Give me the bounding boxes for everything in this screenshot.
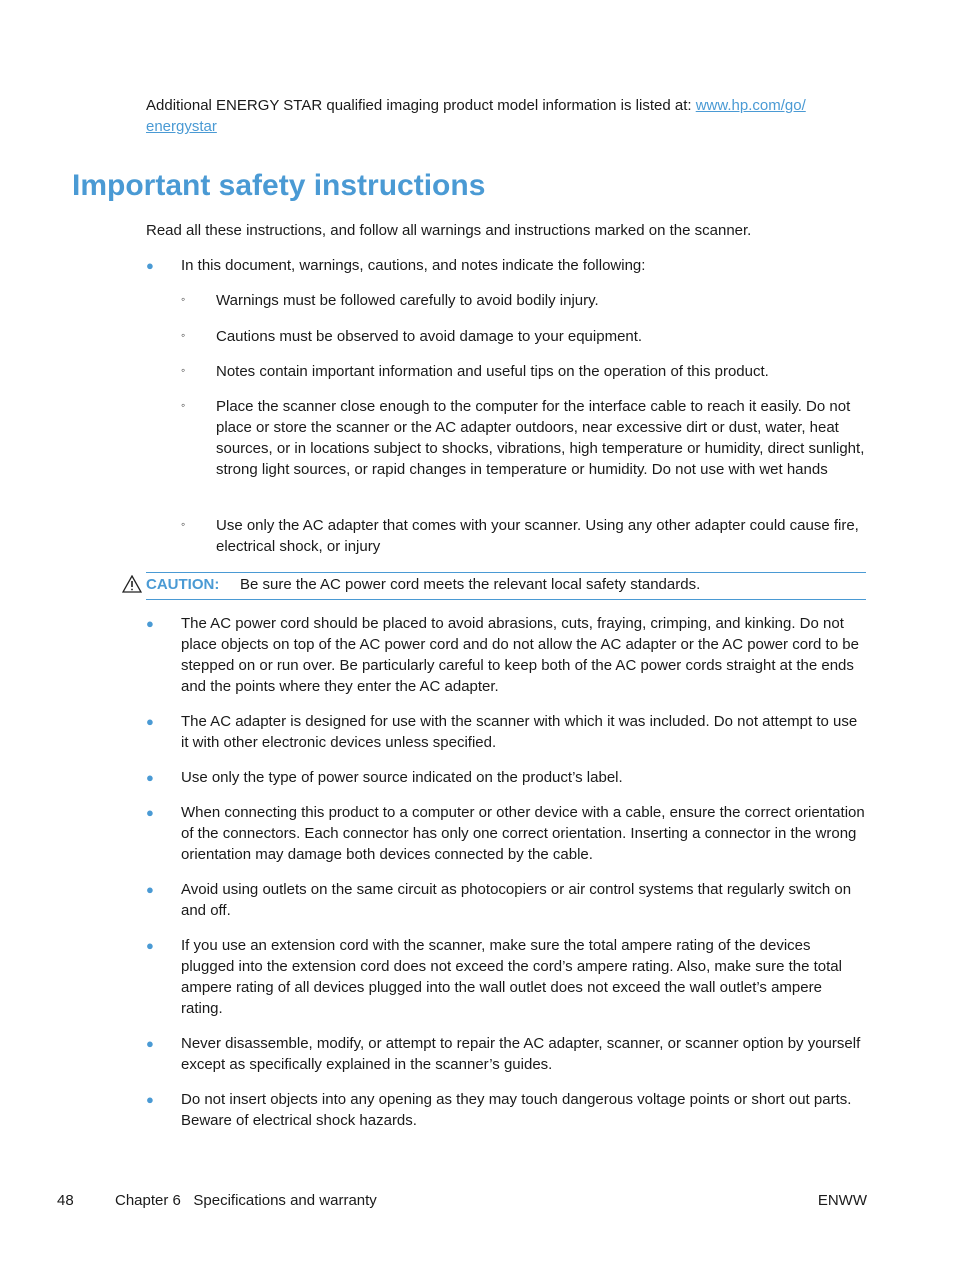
list-item-text: Never disassemble, modify, or attempt to repair the AC adapter, scanner, or scanner option by yourself except as specifically explained in the scanner’s guides. — [181, 1035, 861, 1073]
bullet-icon: ● — [146, 258, 154, 273]
bullet-icon: ● — [146, 1036, 154, 1051]
intro-paragraph — [146, 95, 866, 137]
energystar-link[interactable]: www.hp.com/go/ energystar — [146, 97, 806, 135]
caution-text: Be sure the AC power cord meets the relevant local safety standards. — [240, 576, 701, 593]
warning-triangle-icon — [122, 575, 142, 593]
sub-bullet-icon: ◦ — [181, 328, 186, 342]
intro-text: Additional ENERGY STAR qualified imaging product model information is listed at: — [146, 97, 696, 114]
list-item-text: When connecting this product to a computer or other device with a cable, ensure the correct orientation of the connectors. Each connector has only one correct orientation. Inserting a connector in the wrong orientation may damage both devices connected by the cable. — [181, 804, 865, 863]
chapter-title: Chapter 6 Specifications and warranty — [115, 1192, 377, 1209]
list-item-text: Avoid using outlets on the same circuit as photocopiers or air control systems that regularly switch on and off. — [181, 881, 852, 919]
sub-list-item-text: Cautions must be observed to avoid damage to your equipment. — [216, 328, 643, 345]
list-item — [146, 711, 866, 753]
list-item-text: The AC adapter is designed for use with the scanner with which it was included. Do not attempt to use it with other electronic devices unless specified. — [181, 713, 858, 751]
bullet-icon: ● — [146, 1092, 154, 1107]
list-item-text: If you use an extension cord with the scanner, make sure the total ampere rating of the devices plugged into the extension cord does not exceed the cord’s ampere rating. Also, make sure the total ampere rating of all devices plugged into the wall outlet does not exceed the wall outlet’s ampere rating. — [181, 937, 842, 1017]
sub-list-item-text: Use only the AC adapter that comes with your scanner. Using any other adapter could cause fire, electrical shock, or injury — [216, 517, 859, 555]
bullet-icon: ● — [146, 770, 154, 785]
list-item — [146, 1089, 866, 1131]
sub-list-item — [181, 326, 866, 347]
sub-bullet-icon: ◦ — [181, 363, 186, 377]
list-item-text: Do not insert objects into any opening as they may touch dangerous voltage points or short out parts. Beware of electrical shock hazards. — [181, 1091, 852, 1129]
list-item — [146, 767, 866, 788]
lead-paragraph: Read all these instructions, and follow all warnings and instructions marked on the scanner. — [146, 222, 752, 239]
list-item-text: The AC power cord should be placed to avoid abrasions, cuts, fraying, crimping, and kinking. Do not place objects on top of the AC power cord and do not allow the AC adapter or the AC power cord to be stepped on or run over. Be particularly careful to keep both of the AC power cords straight at the ends and the points where they enter the AC adapter. — [181, 615, 859, 695]
bullet-icon: ● — [146, 805, 154, 820]
list-item — [146, 879, 866, 921]
list-item — [146, 255, 866, 276]
sub-bullet-icon: ◦ — [181, 517, 186, 531]
caution-label: CAUTION: — [146, 576, 220, 593]
sub-list-item-text: Notes contain important information and useful tips on the operation of this product. — [216, 363, 769, 380]
list-item — [146, 802, 866, 865]
sub-list-item — [181, 361, 866, 382]
sub-bullet-icon: ◦ — [181, 292, 186, 306]
sub-list-item-text: Warnings must be followed carefully to avoid bodily injury. — [216, 292, 599, 309]
footer-locale: ENWW — [817, 1192, 867, 1209]
bullet-icon: ● — [146, 882, 154, 897]
bullet-icon: ● — [146, 616, 154, 631]
sub-bullet-icon: ◦ — [181, 398, 186, 412]
list-item — [146, 1033, 866, 1075]
page-number: 48 — [57, 1192, 74, 1209]
list-item-text: In this document, warnings, cautions, and notes indicate the following: — [181, 257, 646, 274]
sub-list-item — [181, 515, 866, 557]
sub-list-item — [181, 396, 866, 480]
bullet-icon: ● — [146, 714, 154, 729]
caution-note — [146, 572, 866, 600]
bullet-icon: ● — [146, 938, 154, 953]
list-item — [146, 935, 866, 1019]
page-title: Important safety instructions — [72, 169, 486, 202]
sub-list-item-text: Place the scanner close enough to the computer for the interface cable to reach it easily. Do not place or store the scanner or the AC adapter outdoors, near excessive dirt or dust, water, heat sources, or in locations subject to shocks, vibrations, high temperature or humidity, direct sunlight, strong light sources, or rapid changes in temperature or humidity. Do not use with wet hands — [216, 398, 865, 478]
sub-list-item — [181, 290, 866, 311]
list-item — [146, 613, 866, 697]
list-item-text: Use only the type of power source indicated on the product’s label. — [181, 769, 623, 786]
